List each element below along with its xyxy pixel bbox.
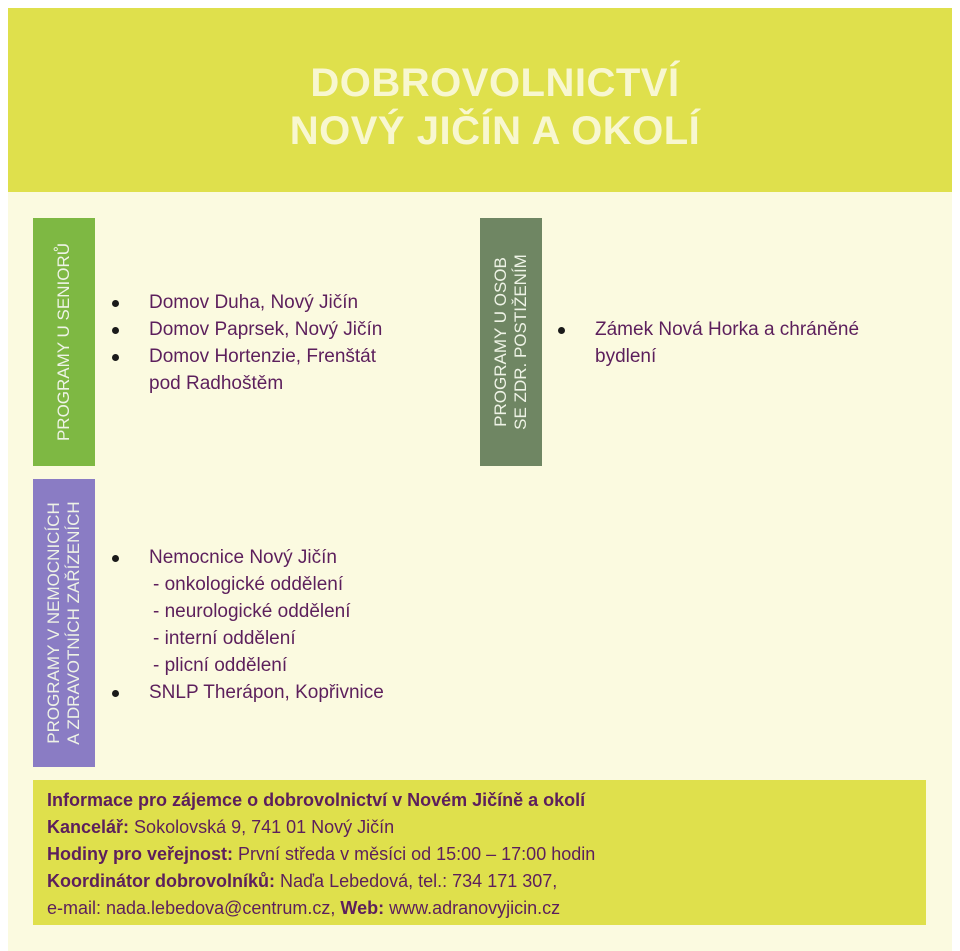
list-item-continuation: bydlení xyxy=(595,346,657,367)
contact-line xyxy=(47,896,560,920)
header-banner xyxy=(8,8,952,192)
web-label: Web: xyxy=(340,898,385,918)
department-item: - onkologické oddělení xyxy=(153,574,344,595)
list-item: SNLP Therápon, Kopřivnice xyxy=(112,679,472,706)
list-item: Domov Paprsek, Nový Jičín xyxy=(112,316,452,343)
email-link[interactable]: e-mail: nada.lebedova@centrum.cz, xyxy=(47,898,341,918)
disabled-label-line1: PROGRAMY U OSOB xyxy=(491,257,510,427)
contact-info-box xyxy=(33,780,926,925)
hours-label: Hodiny pro veřejnost: xyxy=(47,844,234,864)
page-title-line1: DOBROVOLNICTVÍ xyxy=(310,61,680,105)
department-item: - plicní oddělení xyxy=(153,655,288,676)
seniors-list xyxy=(112,289,452,397)
web-link[interactable]: www.adranovyjicin.cz xyxy=(384,898,561,918)
list-item xyxy=(112,343,452,397)
hours-line xyxy=(47,842,595,866)
hospitals-section-label xyxy=(33,479,95,767)
list-item xyxy=(558,316,898,370)
disabled-list xyxy=(558,316,898,370)
info-heading xyxy=(47,788,585,812)
seniors-label-text: PROGRAMY U SENIORŮ xyxy=(54,242,73,442)
disabled-label-line2: SE ZDR. POSTIŽENÍM xyxy=(511,254,530,430)
list-item-text: Zámek Nová Horka a chráněné xyxy=(595,319,860,340)
department-item: - interní oddělení xyxy=(153,628,296,649)
hospital-name: Nemocnice Nový Jičín xyxy=(149,547,337,568)
coordinator-value: Naďa Lebedová, tel.: 734 171 307, xyxy=(274,871,558,891)
hospitals-label-line2: A ZDRAVOTNÍCH ZAŘÍZENÍCH xyxy=(64,501,83,745)
page-title-line2: NOVÝ JIČÍN A OKOLÍ xyxy=(289,109,701,153)
list-item-continuation: pod Radhoštěm xyxy=(149,373,284,394)
office-address: Sokolovská 9, 741 01 Nový Jičín xyxy=(129,817,395,837)
list-item xyxy=(112,544,472,679)
list-item: Domov Duha, Nový Jičín xyxy=(112,289,452,316)
list-item-text: Domov Hortenzie, Frenštát xyxy=(149,346,377,367)
disabled-section-label xyxy=(480,218,542,466)
info-heading-text: Informace pro zájemce o dobrovolnictví v Novém Jičíně a okolí xyxy=(47,790,586,810)
department-item: - neurologické oddělení xyxy=(153,601,351,622)
seniors-section-label xyxy=(33,218,95,466)
coordinator-label: Koordinátor dobrovolníků: xyxy=(47,871,275,891)
office-label: Kancelář: xyxy=(47,817,130,837)
hours-value: První středa v měsíci od 15:00 – 17:00 hodin xyxy=(233,844,596,864)
office-line xyxy=(47,815,394,839)
coordinator-line xyxy=(47,869,557,893)
hospitals-list xyxy=(112,544,472,706)
hospitals-label-line1: PROGRAMY V NEMOCNICÍCH xyxy=(44,502,63,744)
